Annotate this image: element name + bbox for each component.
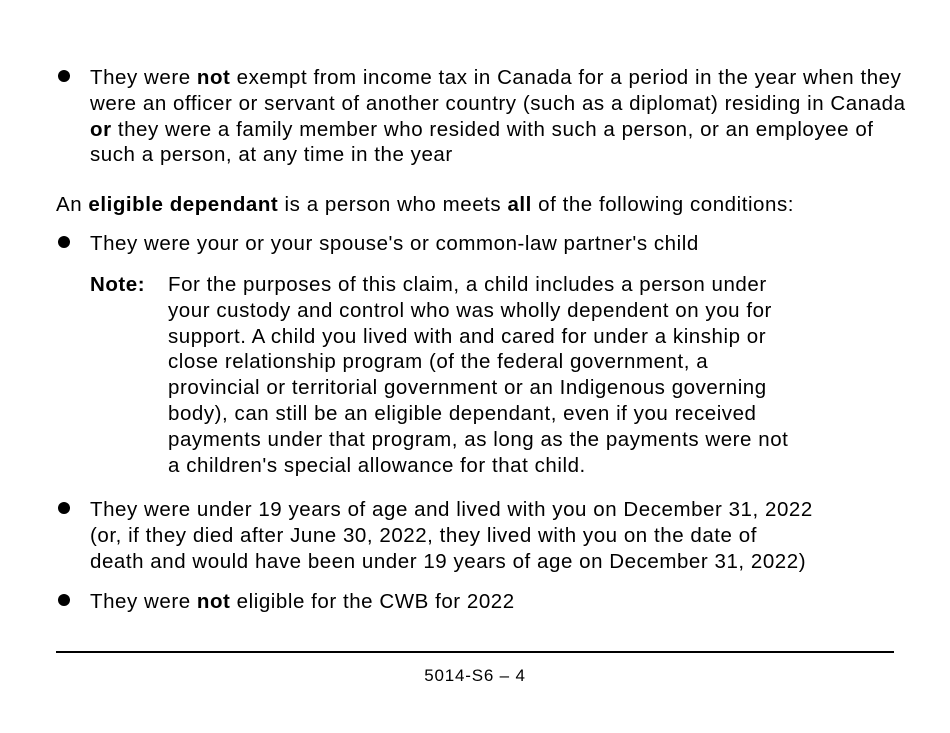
note-label: Note: [90,273,146,296]
note-line: provincial or territorial government or an Indigenous governing [168,376,767,400]
note-block [90,272,910,478]
page-number: 5014-S6 – 4 [424,666,526,685]
intro-post: of the following conditions: [531,193,795,216]
note-line: body), can still be an eligible dependant, even if you received [168,401,757,425]
bullet-icon [58,594,70,606]
bullet-icon [58,502,70,514]
bullet1-text-pre: They were [90,66,197,89]
intro-bold-all: all [507,193,532,216]
list-item-child [90,231,910,257]
bullet4-text-post: eligible for the CWB for 2022 [230,590,515,613]
intro-mid: is a person who meets [278,193,508,216]
intro-bold-term: eligible dependant [88,193,279,216]
note-line: payments under that program, as long as the payments were not [168,427,789,451]
bullet-icon [58,70,70,82]
bullet1-text-mid: exempt from income tax in Canada for a period in the year when they were an officer or servant of another country (such as a diplomat) residing in Canada [90,66,906,115]
list-item-not-exempt [90,65,910,168]
bullet-icon [58,236,70,248]
bullet3-line: They were under 19 years of age and lived with you on December 31, 2022 [90,498,813,521]
note-line: support. A child you lived with and cared for under a kinship or [168,324,767,348]
note-line: a children's special allowance for that child. [168,453,586,477]
note-line: For the purposes of this claim, a child includes a person under [168,273,767,296]
note-line: your custody and control who was wholly dependent on you for [168,298,772,322]
bullet1-bold-not: not [196,66,231,89]
note-line: close relationship program (of the federal government, a [168,350,709,374]
note-body [90,272,910,478]
list-item-cwb [90,589,910,615]
bullet4-text-pre: They were [90,590,197,613]
bullet2-text: They were your or your spouse's or common-law partner's child [90,232,699,255]
list-item-age [90,497,910,574]
intro-pre: An [56,193,89,216]
bullet3-line: (or, if they died after June 30, 2022, they lived with you on the date of [90,523,757,547]
bullet1-bold-or: or [90,117,112,141]
bullet3-line: death and would have been under 19 years of age on December 31, 2022) [90,549,807,573]
bullet4-bold-not: not [196,590,231,613]
eligible-dependant-intro [56,192,916,218]
footer-divider [56,651,894,653]
bullet1-text-post: they were a family member who resided with such a person, or an employee of such a person, at any time in the year [90,117,874,167]
